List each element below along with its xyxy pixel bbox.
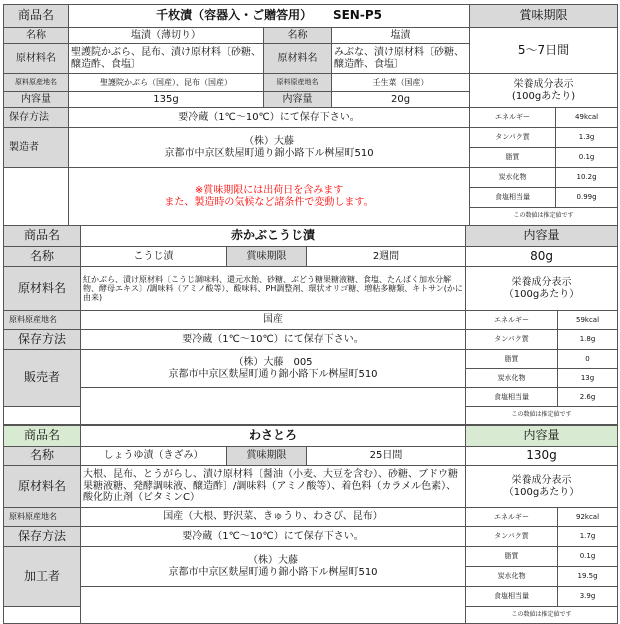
ingredients-value: 聖護院かぶら、昆布、漬け原材料〔砂糖、醸造酢、食塩〕 [69, 44, 264, 74]
storage-value: 要冷蔵（1℃〜10℃）にて保存下さい。 [69, 108, 470, 128]
maker-label: 製造者 [4, 128, 69, 168]
nutrition-row-value: 49kcal [556, 108, 618, 128]
name-label-2: 名称 [264, 28, 332, 44]
name-value: 塩漬（薄切り） [69, 28, 264, 44]
name-value: こうじ漬 [81, 247, 227, 267]
nutrition-row-label: 脂質 [466, 547, 558, 567]
maker-name: （株）大藤 [244, 136, 295, 147]
nutrition-row-value: 92kcal [558, 508, 618, 527]
maker-info [69, 128, 470, 168]
nutrition-row-value: 1.8g [558, 330, 618, 350]
product-table-senmaizuke [3, 4, 618, 226]
name-label: 名称 [4, 447, 81, 466]
nutrition-row-label: エネルギー [466, 311, 558, 330]
nutrition-row-label: エネルギー [470, 108, 556, 128]
nutrition-basis: (100gあたり) [511, 90, 576, 102]
ingredients-label: 原材料名 [4, 466, 81, 508]
seller-label: 販売者 [4, 350, 81, 407]
storage-value: 要冷蔵（1℃〜10℃）にて保存下さい。 [81, 330, 466, 350]
product-name: わさとろ [81, 426, 466, 447]
ingredients-value: 紅かぶら、漬け原材料〔こうじ調味料、還元水飴、砂糖、ぶどう糖果糖液糖、食塩、たんぱく加水分解物、酵母エキス〕/調味料（アミノ酸等）、酸味料、PH調整剤、環状オリゴ糖、増粘多糖類、キトサン(かに由来) [81, 267, 466, 311]
nutrition-row-label: 脂質 [470, 148, 556, 168]
nutrition-row-label: 食塩相当量 [466, 388, 558, 407]
nutrition-note: この数値は推定値です [466, 607, 618, 624]
origin-value-2: 壬生菜（国産） [332, 74, 470, 92]
expiry-value: 2週間 [307, 247, 466, 267]
origin-label: 原料原産地名 [4, 311, 81, 330]
ingredients-label: 原材料名 [4, 44, 69, 74]
storage-label: 保存方法 [4, 108, 69, 128]
ingredients-value-2: みぶな、漬け原材料〔砂糖、醸造酢、食塩〕 [332, 44, 470, 74]
expiry-label: 賞味期限 [227, 247, 307, 267]
maker-address: 京都市中京区麩屋町通り錦小路下ル桝屋町510 [164, 147, 374, 159]
nutrition-header [470, 74, 618, 108]
nutrition-note: この数値は推定値です [466, 407, 618, 425]
nutrition-header [466, 267, 618, 311]
nutrition-row-value: 13g [558, 369, 618, 388]
origin-value: 聖護院かぶら（国産）、昆布（国産） [69, 74, 264, 92]
storage-label: 保存方法 [4, 527, 81, 547]
expiry-label: 賞味期限 [227, 447, 307, 466]
nutrition-basis: （100gあたり） [503, 486, 580, 498]
nutrition-row-value: 1.7g [558, 527, 618, 547]
expiry-warning [69, 168, 470, 226]
origin-value: 国産 [81, 311, 466, 330]
nutrition-basis: （100gあたり） [503, 288, 580, 300]
nutrition-note: この数値は推定値です [470, 208, 618, 226]
seller-spacer [81, 388, 466, 425]
expiry-value: 25日間 [307, 447, 466, 466]
content-label-2: 内容量 [264, 92, 332, 108]
processor-address: 京都市中京区麩屋町通り錦小路下ル桝屋町510 [168, 566, 378, 578]
nutrition-row-value: 0 [558, 350, 618, 369]
nutrition-row-value: 0.1g [558, 547, 618, 567]
warning-line-2: また、製造時の気候など諸条件で変動します。 [164, 196, 374, 208]
storage-label: 保存方法 [4, 330, 81, 350]
name-label: 名称 [4, 28, 69, 44]
name-value: しょうゆ漬（きざみ） [81, 447, 227, 466]
seller-address: 京都市中京区麩屋町通り錦小路下ル桝屋町510 [168, 368, 378, 380]
nutrition-row-label: 食塩相当量 [470, 188, 556, 208]
nutrition-row-label: 炭水化物 [466, 567, 558, 587]
origin-label: 原料原産地名 [4, 74, 69, 92]
product-name-label: 商品名 [4, 426, 81, 447]
content-value: 130g [466, 447, 618, 466]
processor-label: 加工者 [4, 547, 81, 607]
product-name-label: 商品名 [4, 5, 69, 28]
seller-label-spacer [4, 407, 81, 425]
expiry-label: 賞味期限 [470, 5, 618, 28]
nutrition-row-value: 10.2g [556, 168, 618, 188]
processor-label-spacer [4, 607, 81, 624]
product-name-text: 千枚漬（容器入・ご贈答用） [156, 8, 313, 23]
ingredients-label-2: 原材料名 [264, 44, 332, 74]
product-name-label: 商品名 [4, 226, 81, 247]
nutrition-row-value: 19.5g [558, 567, 618, 587]
processor-name: （株）大藤 [248, 555, 298, 566]
content-label: 内容量 [466, 426, 618, 447]
content-value-2: 20g [332, 92, 470, 108]
nutrition-row-label: タンパク質 [466, 330, 558, 350]
content-value: 80g [466, 247, 618, 267]
processor-spacer [81, 587, 466, 624]
nutrition-row-value: 0.99g [556, 188, 618, 208]
nutrition-title: 栄養成分表示 [513, 79, 574, 90]
origin-value: 国産（大根、野沢菜、きゅうり、わさび、昆布） [81, 508, 466, 527]
nutrition-row-label: 脂質 [466, 350, 558, 369]
origin-label-2: 原料原産地名 [264, 74, 332, 92]
product-name [69, 5, 470, 28]
name-label: 名称 [4, 247, 81, 267]
content-value: 135g [69, 92, 264, 108]
warning-line-1: ※賞味期限には出荷日を含みます [194, 185, 344, 196]
nutrition-row-value: 2.6g [558, 388, 618, 407]
product-name: 赤かぶこうじ漬 [81, 226, 466, 247]
nutrition-row-label: 食塩相当量 [466, 587, 558, 607]
name-value-2: 塩漬 [332, 28, 470, 44]
nutrition-row-label: 炭水化物 [470, 168, 556, 188]
content-label: 内容量 [4, 92, 69, 108]
nutrition-row-value: 0.1g [556, 148, 618, 168]
ingredients-value: 大根、昆布、とうがらし、漬け原材料〔醤油（小麦、大豆を含む）、砂糖、ブドウ糖果糖液糖、発酵調味液、醸造酢〕/調味料（アミノ酸等）、着色料（カラメル色素）、酸化防止剤（ビタミンC） [81, 466, 466, 508]
warning-spacer-left [4, 168, 69, 226]
processor-info [81, 547, 466, 587]
nutrition-title: 栄養成分表示 [511, 475, 572, 486]
nutrition-header [466, 466, 618, 508]
ingredients-label: 原材料名 [4, 267, 81, 311]
nutrition-row-label: タンパク質 [466, 527, 558, 547]
expiry-value: 5〜7日間 [470, 28, 618, 74]
nutrition-row-value: 1.3g [556, 128, 618, 148]
nutrition-row-value: 3.9g [558, 587, 618, 607]
nutrition-row-value: 59kcal [558, 311, 618, 330]
product-code: SEN-P5 [332, 8, 382, 23]
storage-value: 要冷蔵（1℃〜10℃）にて保存下さい。 [81, 527, 466, 547]
nutrition-row-label: タンパク質 [470, 128, 556, 148]
seller-info [81, 350, 466, 388]
seller-name: （株）大藤 005 [233, 357, 313, 368]
product-table-wasatoro [3, 425, 618, 624]
nutrition-row-label: 炭水化物 [466, 369, 558, 388]
product-table-akakabu [3, 225, 618, 425]
origin-label: 原料原産地名 [4, 508, 81, 527]
nutrition-title: 栄養成分表示 [511, 277, 572, 288]
content-label: 内容量 [466, 226, 618, 247]
nutrition-row-label: エネルギー [466, 508, 558, 527]
